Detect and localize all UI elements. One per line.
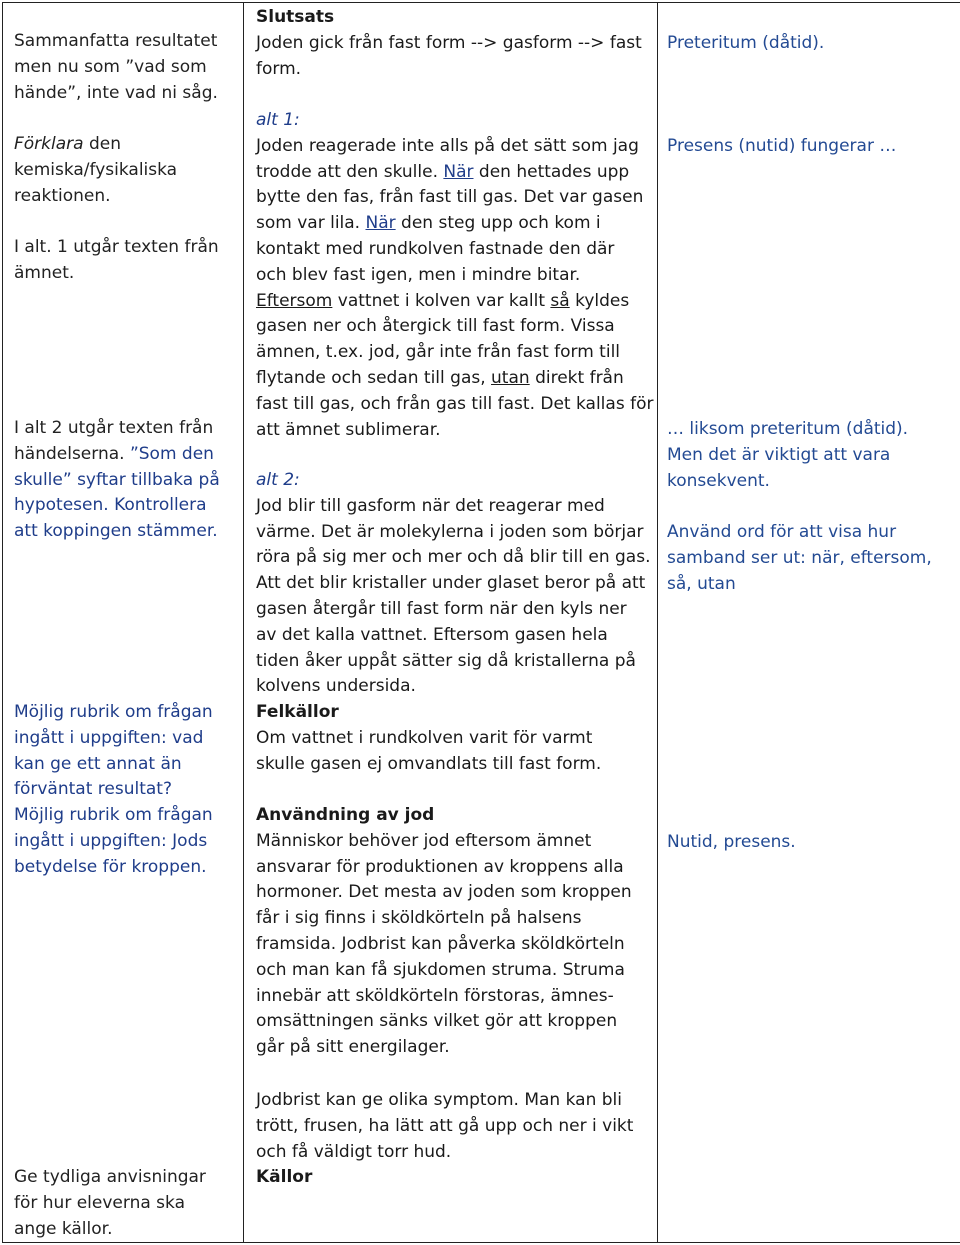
tense-note: Presens (nutid) fungerar … bbox=[667, 136, 897, 156]
text-span: hypotesen. bbox=[14, 495, 115, 516]
iodine-use-section bbox=[256, 803, 632, 1061]
text-line: tiden åker uppåt sätter sig då kristallerna på bbox=[256, 650, 636, 671]
text-span: vattnet i kolven var kallt bbox=[332, 290, 551, 311]
text-line: I alt 2 utgår texten från bbox=[14, 418, 214, 438]
consistency-note bbox=[667, 417, 908, 494]
alt2-instruction bbox=[14, 416, 220, 545]
rubric-suggestion-1 bbox=[14, 700, 213, 803]
text-line: skulle” syftar tillbaka på bbox=[14, 469, 220, 490]
deficiency-section bbox=[256, 1088, 633, 1191]
alt2-section bbox=[256, 468, 650, 700]
section-heading: Källor bbox=[256, 1167, 313, 1188]
document-table bbox=[2, 2, 960, 1243]
text-line: konsekvent. bbox=[667, 470, 770, 491]
explain-instruction bbox=[14, 132, 177, 209]
alt-label: alt 2: bbox=[256, 470, 300, 490]
language-notes-column bbox=[658, 3, 960, 1243]
text-line: för hur eleverna ska bbox=[14, 1192, 185, 1213]
text-line: Joden reagerade inte alls på det sätt som jag bbox=[256, 135, 639, 156]
text-line bbox=[14, 442, 220, 468]
text-line: I alt. 1 utgår texten från bbox=[14, 237, 219, 257]
instructions-column bbox=[3, 3, 244, 1243]
text-line: fast till gas, och från gas till fast. Det kallas för bbox=[256, 393, 654, 414]
rubric-suggestion-2 bbox=[14, 803, 213, 880]
text-line: Använd ord för att visa hur bbox=[667, 522, 897, 542]
text-line: omsättningen sänks vilket gör att kroppen bbox=[256, 1011, 618, 1032]
student-text-column bbox=[244, 3, 658, 1243]
text-line: betydelse för kroppen. bbox=[14, 856, 207, 877]
text-line: kontakt med rundkolven fastnade den där bbox=[256, 238, 615, 259]
text-span: ”Som den bbox=[129, 443, 214, 464]
text-line: Jodbrist kan ge olika symptom. Man kan bli bbox=[256, 1090, 622, 1110]
text-line: kan ge ett annat än bbox=[14, 753, 182, 774]
text-line: ingått i uppgiften: Jods bbox=[14, 830, 208, 851]
text-line: hände”, inte vad ni såg. bbox=[14, 82, 218, 103]
text-line: Jod blir till gasform när det reagerar med bbox=[256, 495, 605, 516]
summary-instruction bbox=[14, 29, 218, 106]
text-line: får i sig finns i sköldkörteln på halsens bbox=[256, 908, 582, 929]
text-line: röra på sig mer och mer och då blir till en gas. bbox=[256, 547, 651, 568]
text-line: Om vattnet i rundkolven varit för varmt bbox=[256, 727, 593, 748]
text-line: Joden gick från fast form --> gasform --> fast bbox=[256, 32, 642, 53]
text-line: ange källor. bbox=[14, 1218, 113, 1239]
section-heading: Användning av jod bbox=[256, 805, 435, 825]
text-line: ingått i uppgiften: vad bbox=[14, 727, 204, 748]
error-sources-section bbox=[256, 700, 601, 777]
text-line: bytte den fas, från fast till gas. Det var gasen bbox=[256, 187, 644, 208]
connectives-note bbox=[667, 520, 932, 597]
text-line: hormoner. Det mesta av joden som kroppen bbox=[256, 882, 632, 903]
text-span: den steg upp och kom i bbox=[395, 213, 601, 234]
tense-note: Preteritum (dåtid). bbox=[667, 33, 825, 53]
text-line bbox=[256, 211, 653, 237]
text-line: gasen återgår till fast form när den kyls ner bbox=[256, 598, 627, 619]
text-line: så, utan bbox=[667, 573, 736, 594]
text-line: och blev fast igen, men i mindre bitar. bbox=[256, 264, 581, 285]
text-line: gasen ner och återgick till fast form. Vissa bbox=[256, 316, 615, 337]
section-heading: Felkällor bbox=[256, 702, 339, 722]
text-line: Sammanfatta resultatet bbox=[14, 31, 218, 51]
text-line: skulle gasen ej omvandlats till fast form. bbox=[256, 753, 602, 774]
text-span: den bbox=[83, 134, 121, 154]
text-line: Möjlig rubrik om frågan bbox=[14, 805, 213, 825]
section-heading: Slutsats bbox=[256, 7, 335, 27]
underlined-word: När bbox=[365, 213, 396, 234]
text-span: Kontrollera bbox=[114, 495, 207, 516]
text-span: som var lila. bbox=[256, 213, 366, 234]
text-line: framsida. Jodbrist kan påverka sköldkörteln bbox=[256, 933, 625, 954]
text-line: Möjlig rubrik om frågan bbox=[14, 702, 213, 722]
conclusion-section bbox=[256, 5, 642, 82]
text-line: reaktionen. bbox=[14, 185, 111, 206]
underlined-word: När bbox=[443, 161, 474, 182]
text-line: att ämnet sublimerar. bbox=[256, 419, 441, 440]
text-span: direkt från bbox=[529, 367, 624, 388]
text-line: men nu som ”vad som bbox=[14, 56, 207, 77]
text-line: Men det är viktigt att vara bbox=[667, 444, 891, 465]
text-span: händelserna. bbox=[14, 443, 130, 464]
text-line: Ge tydliga anvisningar bbox=[14, 1167, 206, 1187]
text-span: den hettades upp bbox=[473, 161, 630, 182]
text-line: och man kan få sjukdomen struma. Struma bbox=[256, 959, 625, 980]
underlined-word: Eftersom bbox=[256, 290, 333, 311]
text-line: Att det blir kristaller under glaset beror på att bbox=[256, 573, 646, 594]
underlined-word: så bbox=[550, 290, 570, 311]
text-span: trodde att den skulle. bbox=[256, 161, 444, 182]
text-line bbox=[14, 132, 177, 158]
italic-word: Förklara bbox=[14, 134, 84, 154]
text-span: kyldes bbox=[569, 290, 630, 311]
text-line: kemiska/fysikaliska bbox=[14, 159, 178, 180]
alt1-section bbox=[256, 108, 653, 443]
text-line: ämnet. bbox=[14, 262, 75, 283]
text-line: ansvarar för produktionen av kroppens alla bbox=[256, 856, 624, 877]
text-line: kolvens undersida. bbox=[256, 676, 416, 697]
text-line bbox=[256, 160, 653, 186]
text-line: värme. Det är molekylerna i joden som börjar bbox=[256, 521, 644, 542]
text-line: går på sitt energilager. bbox=[256, 1037, 450, 1058]
tense-note: Nutid, presens. bbox=[667, 832, 796, 852]
sources-instruction bbox=[14, 1165, 206, 1242]
text-line: ämnen, t.ex. jod, går inte från fast form till bbox=[256, 342, 621, 363]
text-line: innebär att sköldkörteln förstoras, ämnes- bbox=[256, 985, 614, 1006]
text-line: trött, frusen, ha lätt att gå upp och ner i vikt bbox=[256, 1115, 634, 1136]
text-line: … liksom preteritum (dåtid). bbox=[667, 419, 909, 439]
text-line bbox=[256, 366, 653, 392]
text-line: samband ser ut: när, eftersom, bbox=[667, 547, 932, 568]
text-line: form. bbox=[256, 58, 302, 79]
text-line: att koppingen stämmer. bbox=[14, 521, 218, 542]
text-line bbox=[256, 289, 653, 315]
text-line: förväntat resultat? bbox=[14, 779, 172, 800]
underlined-word: utan bbox=[491, 367, 530, 388]
alt-label: alt 1: bbox=[256, 110, 300, 130]
alt1-instruction bbox=[14, 235, 219, 287]
text-span: flytande och sedan till gas, bbox=[256, 367, 492, 388]
text-line: och få väldigt torr hud. bbox=[256, 1141, 452, 1162]
text-line bbox=[14, 493, 220, 519]
text-line: av det kalla vattnet. Eftersom gasen hela bbox=[256, 624, 608, 645]
text-line: Människor behöver jod eftersom ämnet bbox=[256, 830, 592, 851]
